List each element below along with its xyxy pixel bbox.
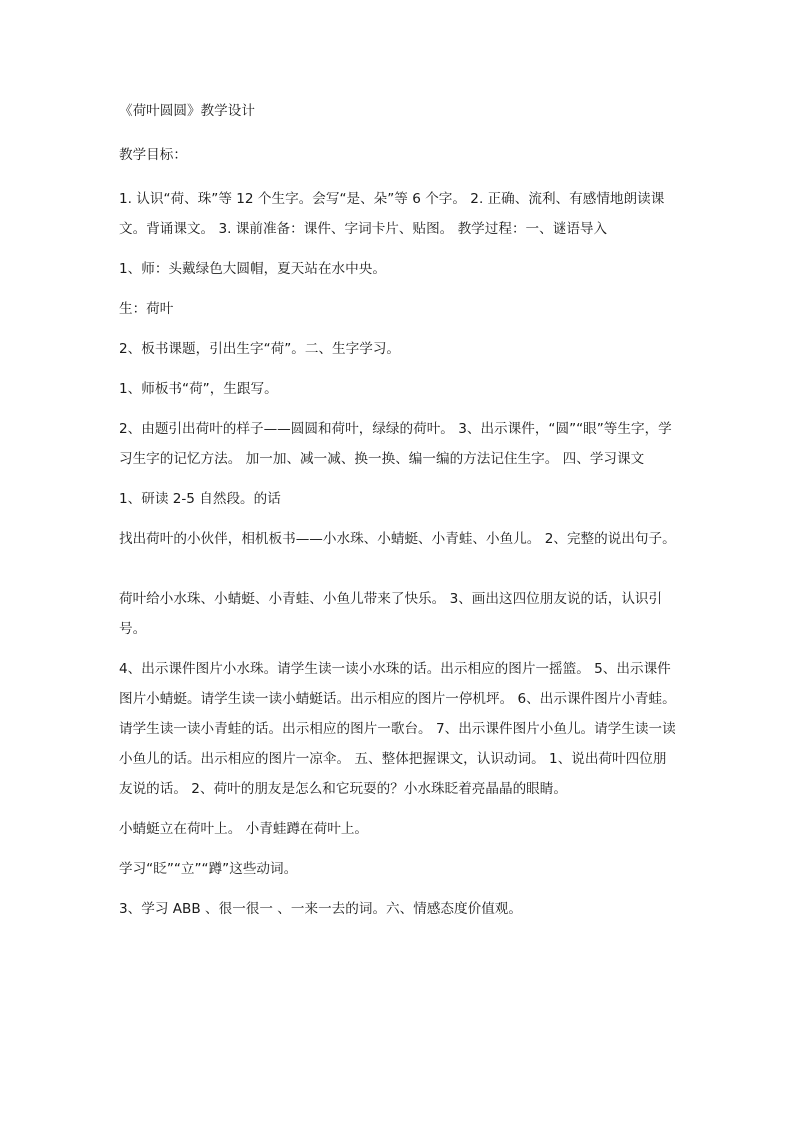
paragraph-riddle: 1、师：头戴绿色大圆帽，夏天站在水中央。	[119, 261, 386, 277]
paragraph-find-friends: 找出荷叶的小伙伴，相机板书——小水珠、小蜻蜓、小青蛙、小鱼儿。 2、完整的说出句子。	[119, 531, 676, 547]
paragraph-title-writing: 2、板书课题，引出生字“荷”。二、生字学习。	[119, 341, 401, 357]
paragraph-happiness: 荷叶给小水珠、小蜻蜓、小青蛙、小鱼儿带来了快乐。 3、画出这四位朋友说的话，认识引号。	[119, 591, 663, 637]
paragraph-objectives: 1. 认识“荷、珠”等 12 个生字。会写“是、朵”等 6 个字。 2. 正确、流利、有感情地朗读课文。背诵课文。 3. 课前准备：课件、字词卡片、贴图。 教学过程：一、谜语导入	[119, 191, 665, 237]
paragraph-verbs-learning: 学习“眨”“立”“蹲”这些动词。	[119, 861, 298, 877]
paragraph-verbs-context: 小蜻蜓立在荷叶上。 小青蛙蹲在荷叶上。	[119, 821, 369, 837]
paragraph-answer: 生：荷叶	[119, 301, 174, 317]
paragraph-objectives-heading: 教学目标：	[119, 147, 187, 163]
paragraph-courseware: 4、出示课件图片小水珠。请学生读一读小水珠的话。出示相应的图片一摇篮。 5、出示课件图片小蜻蜓。请学生读一读小蜻蜓话。出示相应的图片一停机坪。 6、出示课件图片小青蛙。请学生读一读小青蛙的话。出示相应的图片一歌台。 7、出示课件图片小鱼儿。请学生读一读小鱼儿的话。出示相应的图片一凉伞。 五、整体把握课文，认识动词。 1、说出荷叶四位朋友说的话。 2、荷叶的朋友是怎么和它玩耍的？小水珠眨着亮晶晶的眼睛。	[119, 661, 676, 797]
paragraph-character-learning: 2、由题引出荷叶的样子——圆圆和荷叶，绿绿的荷叶。 3、出示课件，“圆”“眼”等生字，学习生字的记忆方法。 加一加、减一减、换一换、编一编的方法记住生字。 四、学习课文	[119, 421, 672, 467]
paragraph-teacher-writing: 1、师板书“荷”，生跟写。	[119, 381, 278, 397]
document-body	[119, 96, 679, 924]
paragraph-reading-section: 1、研读 2-5 自然段。的话	[119, 491, 281, 507]
document-title: 《荷叶圆圆》教学设计	[119, 103, 255, 119]
paragraph-final-section: 3、学习 ABB 、很一很一 、一来一去的词。六、情感态度价值观。	[119, 901, 522, 917]
